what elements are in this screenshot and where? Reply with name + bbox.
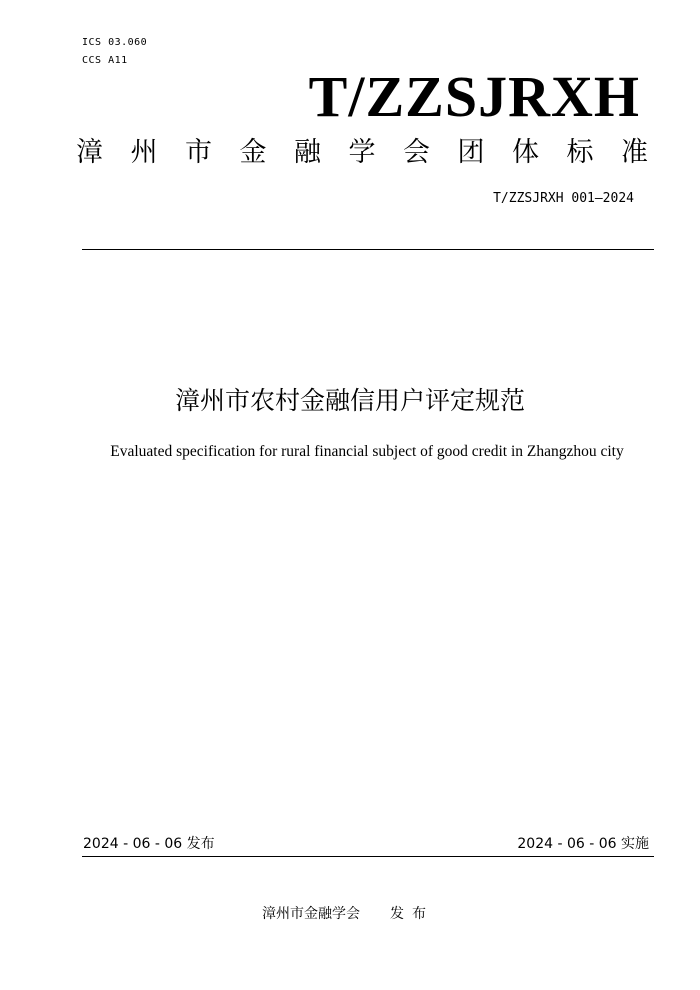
org-title-char: 学 bbox=[348, 137, 376, 168]
document-subtitle-english: Evaluated specification for rural financial subject of good credit in Zhangzhou city bbox=[110, 443, 624, 460]
issuer-line bbox=[262, 905, 434, 923]
ccs-code: CCS A11 bbox=[82, 55, 128, 66]
header-divider bbox=[82, 249, 654, 250]
ics-code: ICS 03.060 bbox=[82, 37, 148, 48]
issuer-name: 漳州市金融学会 bbox=[262, 906, 360, 922]
org-title-char: 团 bbox=[457, 137, 485, 168]
org-title-char: 漳 bbox=[76, 137, 103, 168]
organization-title bbox=[76, 133, 648, 173]
issuer-verb: 发布 bbox=[390, 906, 434, 922]
org-title-char: 准 bbox=[621, 137, 648, 168]
org-title-char: 体 bbox=[512, 137, 539, 168]
publish-date: 2024 - 06 - 06 发布 bbox=[83, 836, 215, 852]
effective-date: 2024 - 06 - 06 实施 bbox=[517, 836, 649, 852]
document-title: 漳州市农村金融信用户评定规范 bbox=[174, 386, 525, 415]
org-title-char: 金 bbox=[239, 137, 267, 168]
footer-divider bbox=[82, 856, 654, 857]
standard-logo: T/ZZSJRXH bbox=[308, 64, 640, 129]
org-title-char: 标 bbox=[566, 137, 594, 168]
org-title-char: 会 bbox=[403, 137, 430, 168]
org-title-char: 州 bbox=[130, 137, 158, 168]
standard-number: T/ZZSJRXH 001—2024 bbox=[493, 191, 634, 206]
org-title-char: 融 bbox=[294, 137, 321, 168]
org-title-char: 市 bbox=[185, 137, 212, 168]
